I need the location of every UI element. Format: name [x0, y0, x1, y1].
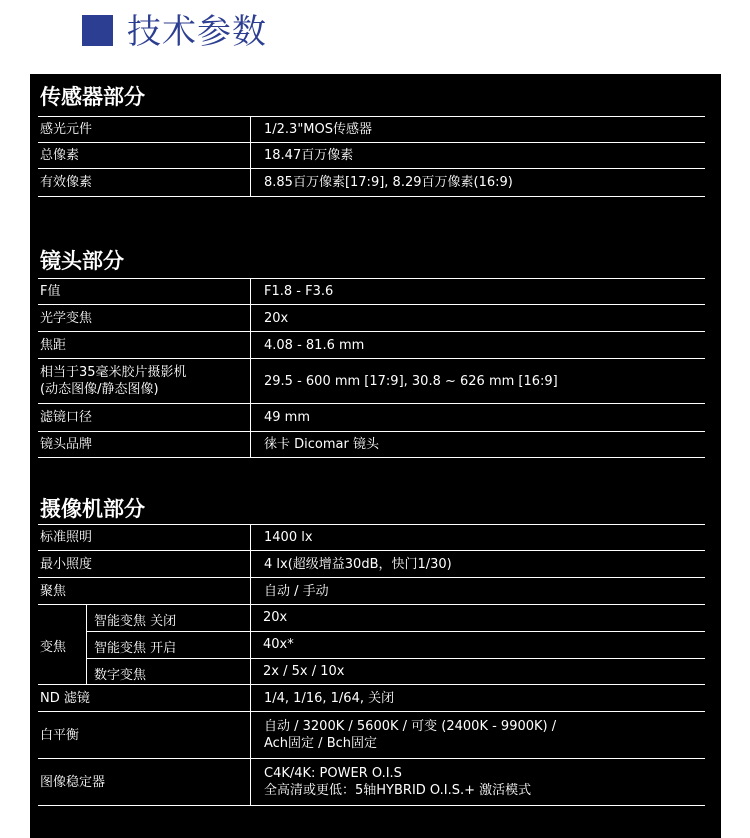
table-row — [38, 524, 705, 551]
row-value: 18.47百万像素 — [250, 143, 705, 168]
section-title-lens: 镜头部分 — [40, 249, 124, 273]
row-label: ND 滤镜 — [40, 690, 90, 706]
row-label: 滤镜口径 — [40, 410, 93, 425]
sensor-table — [38, 116, 705, 197]
row-label: 有效像素 — [40, 175, 93, 190]
row-label: 标准照明 — [40, 530, 93, 545]
row-label: 聚焦 — [40, 583, 67, 599]
row-value-multiline — [250, 712, 705, 758]
zoom-sub-value: 40x* — [263, 637, 294, 652]
table-row — [38, 551, 705, 578]
subrow-divider — [86, 658, 705, 659]
header-square-icon — [82, 15, 113, 46]
row-label: 总像素 — [40, 148, 80, 163]
section-title-camera: 摄像机部分 — [40, 497, 145, 521]
row-value: 自动 / 3200K / 5600K / 可变 (2400K - 9900K) / — [264, 719, 557, 734]
row-value: C4K/4K: POWER O.I.S — [264, 766, 402, 781]
table-row — [38, 404, 705, 432]
row-value: 1/4, 1/16, 1/64, 关闭 — [250, 685, 705, 711]
row-value-line2: Ach固定 / Bch固定 — [264, 736, 378, 751]
zoom-label: 变焦 — [40, 640, 67, 655]
table-row — [38, 359, 705, 404]
row-label: 光学变焦 — [40, 310, 93, 326]
row-label-line2: (动态图像/静态图像) — [40, 382, 159, 397]
row-label: 感光元件 — [40, 122, 93, 137]
table-row — [38, 432, 705, 458]
zoom-divider — [86, 605, 87, 684]
row-value: 4.08 - 81.6 mm — [250, 332, 705, 358]
row-value: 4 lx(超级增益30dB，快门1/30) — [250, 551, 705, 577]
row-label: 图像稳定器 — [40, 774, 106, 790]
row-label: 白平衡 — [40, 727, 80, 743]
row-value: 1/2.3"MOS传感器 — [250, 117, 705, 142]
row-label: 相当于35毫米胶片摄影机 — [40, 365, 187, 380]
zoom-sub-value: 2x / 5x / 10x — [263, 664, 345, 679]
spec-panel — [30, 74, 721, 838]
row-value: 8.85百万像素[17:9], 8.29百万像素(16:9) — [250, 169, 705, 196]
row-value-multiline — [250, 759, 705, 805]
zoom-sub-value: 20x — [263, 610, 288, 625]
table-row — [38, 578, 705, 605]
row-value: 20x — [250, 305, 705, 331]
camera-table — [38, 524, 705, 806]
row-value-line2: 全高清或更低：5轴HYBRID O.I.S.+ 激活模式 — [264, 783, 532, 798]
table-row — [38, 332, 705, 359]
table-row — [38, 759, 705, 806]
subrow-divider — [86, 631, 705, 632]
value-divider — [250, 605, 251, 684]
table-row — [38, 685, 705, 712]
row-value: F1.8 - F3.6 — [250, 279, 705, 304]
lens-table — [38, 278, 705, 458]
section-title-sensor: 传感器部分 — [40, 85, 145, 109]
table-row — [38, 278, 705, 305]
table-row — [38, 712, 705, 759]
table-row — [38, 143, 705, 169]
zoom-group — [38, 605, 705, 685]
zoom-sub-label: 智能变焦 开启 — [94, 641, 177, 656]
row-label: 镜头品牌 — [40, 437, 93, 452]
table-row — [38, 305, 705, 332]
table-row — [38, 169, 705, 197]
row-value: 49 mm — [250, 404, 705, 431]
page-title: 技术参数 — [127, 12, 267, 52]
row-label: 最小照度 — [40, 556, 93, 572]
row-label: 焦距 — [40, 337, 67, 353]
zoom-sub-label: 智能变焦 关闭 — [94, 614, 177, 629]
page-header — [0, 0, 750, 74]
row-label: F值 — [40, 284, 61, 299]
row-value: 徕卡 Dicomar 镜头 — [250, 432, 705, 457]
row-label-multiline — [40, 359, 236, 403]
row-value: 29.5 - 600 mm [17:9], 30.8 ~ 626 mm [16:9] — [250, 359, 705, 403]
table-row — [38, 116, 705, 143]
row-value: 自动 / 手动 — [250, 578, 705, 604]
zoom-sub-label: 数字变焦 — [94, 668, 147, 683]
row-value: 1400 lx — [250, 525, 705, 550]
